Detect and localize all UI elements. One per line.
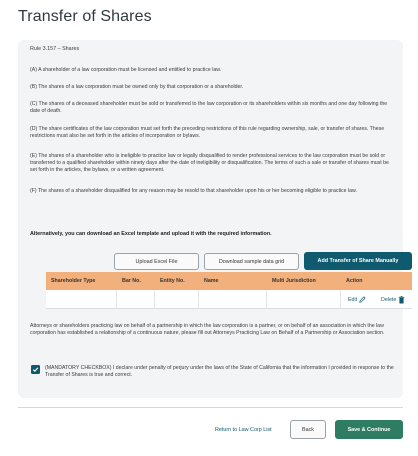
column-divider xyxy=(266,290,267,309)
page-title: Transfer of Shares xyxy=(18,8,152,25)
delete-row-button[interactable] xyxy=(381,296,405,304)
upload-excel-button[interactable]: Upload Excel File xyxy=(114,253,199,270)
column-header-entity-no: Entity No. xyxy=(160,278,185,284)
shareholders-table xyxy=(46,272,412,303)
partnership-note: Attorneys or shareholders practicing law on behalf of a partnership in which the law corporation is a partner, or on behalf of an association in which the law corporation has established a relationship of a continuous nature, please fill out Attorneys Practicing Law on Behalf of a Partnership or Association section. xyxy=(30,323,385,337)
column-header-bar-no: Bar No. xyxy=(122,278,141,284)
edit-row-button[interactable] xyxy=(348,296,366,303)
add-transfer-button[interactable]: Add Transfer of Share Manually xyxy=(304,252,412,270)
rule-title: Rule 3.157 – Shares xyxy=(30,46,80,52)
alternative-upload-text: Alternatively, you can download an Excel template and upload it with the required information. xyxy=(30,231,272,237)
edit-label: Edit xyxy=(348,296,358,303)
column-divider xyxy=(198,290,199,309)
rule-card xyxy=(18,40,403,398)
return-to-law-corp-list-link[interactable]: Return to Law Corp List xyxy=(215,427,272,433)
column-divider xyxy=(154,290,155,309)
rule-paragraph-f: (F) The shares of a shareholder disqualified for any reason may be resold to that shareholder upon his or her becoming eligible to practice law. xyxy=(30,188,357,194)
column-header-action: Action xyxy=(346,278,363,284)
rule-paragraph-c: (C) The shares of a deceased shareholder must be sold or transferred to the law corporation or its shareholders within six months and one day following the date of death. xyxy=(30,101,388,115)
declaration-checkbox[interactable] xyxy=(31,365,40,374)
rule-paragraph-b: (B) The shares of a law corporation must be owned only by that corporation or a shareholder. xyxy=(30,84,244,90)
rule-paragraph-d: (D) The share certificates of the law corporation must set forth the preceding restrictions of this rule regarding ownership, sale, or transfer of shares. These restrictions must also be set forth in the articles of incorporation or bylaws. xyxy=(30,126,385,140)
rule-paragraph-e: (E) The shares of a shareholder who is ineligible to practice law or legally disqualified to render professional services to the law corporation must be sold or transferred to a qualified shareholder within ninety days after the date of ineligibility or disqualification. The terms of such a sale or transfer of shares must be set forth in the articles, the bylaws, or a written agreement. xyxy=(30,153,389,174)
column-header-multi-jurisdiction: Multi Jurisdiction xyxy=(272,278,316,284)
delete-label: Delete xyxy=(381,297,397,303)
save-continue-button[interactable]: Save & Continue xyxy=(335,420,403,439)
column-header-name: Name xyxy=(204,278,219,284)
declaration-text: (MANDATORY CHECKBOX) I declare under penalty of perjury under the laws of the State of California that the information I provided in response to the Transfer of Shares is true and correct. xyxy=(45,365,394,379)
trash-icon xyxy=(398,296,405,304)
column-divider xyxy=(340,290,341,309)
rule-paragraph-a: (A) A shareholder of a law corporation must be licensed and entitled to practice law. xyxy=(30,67,222,73)
download-sample-button[interactable]: Download sample data grid xyxy=(204,253,299,270)
pencil-icon xyxy=(359,296,366,303)
footer-divider xyxy=(18,407,403,408)
column-header-shareholder-type: Shareholder Type xyxy=(51,278,96,284)
back-button[interactable]: Back xyxy=(290,420,326,439)
table-row xyxy=(46,290,412,309)
table-header xyxy=(46,272,412,290)
checkmark-icon xyxy=(32,366,39,373)
column-divider xyxy=(116,290,117,309)
